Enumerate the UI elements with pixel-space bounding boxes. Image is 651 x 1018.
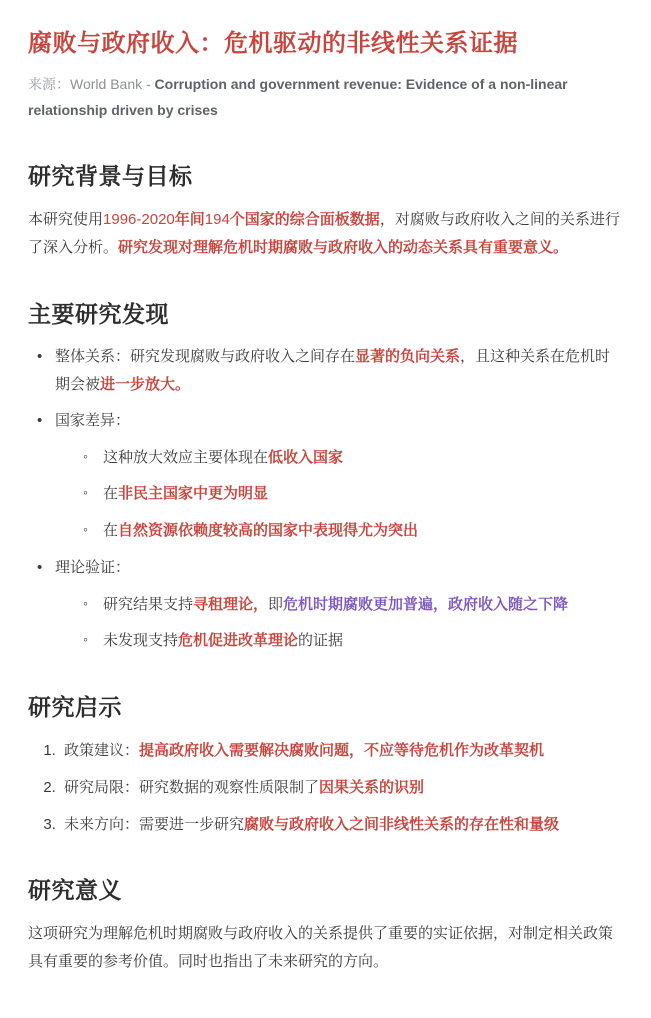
text-segment: 整体关系：研究发现腐败与政府收入之间存在 <box>55 348 356 366</box>
emphasis-red-bold: 显著的负向关系 <box>355 348 461 366</box>
emphasis-red-bold: 提高政府收入需要解决腐败问题，不应等待危机作为改革契机 <box>139 742 545 760</box>
text-segment: 即 <box>268 595 284 613</box>
background-paragraph <box>28 206 623 262</box>
emphasis-red-bold: 研究发现对理解危机时期腐败与政府收入的动态关系具有重要意义。 <box>118 238 569 256</box>
text-segment: 政策建议： <box>64 742 140 760</box>
country-sublist <box>55 444 623 545</box>
text-segment: 研究局限：研究数据的观察性质限制了 <box>64 778 320 796</box>
text-segment: 国家差异： <box>55 411 131 429</box>
list-item-overall <box>28 343 623 399</box>
text-segment: 理论验证： <box>55 558 131 576</box>
text-segment: 未发现支持 <box>103 632 179 650</box>
emphasis-red: 1996-2020 <box>103 211 175 229</box>
significance-paragraph: 这项研究为理解危机时期腐败与政府收入的关系提供了重要的实证依据，对制定相关政策具有重要的参考价值。同时也指出了未来研究的方向。 <box>28 925 614 970</box>
theory-sublist <box>55 591 623 656</box>
emphasis-red-bold: 腐败与政府收入之间非线性关系的存在性和量级 <box>244 815 560 833</box>
list-item-country <box>28 407 623 545</box>
emphasis-red-bold: 非民主国家中更为明显 <box>118 485 269 503</box>
text-segment: 的证据 <box>298 632 344 650</box>
list-item <box>55 480 623 508</box>
text-segment: 研究结果支持 <box>103 595 194 613</box>
list-item <box>60 774 623 802</box>
source-publisher: World Bank - <box>70 76 155 93</box>
emphasis-red-bold: 个国家的综合面板数据 <box>229 211 380 229</box>
emphasis-red-bold: 因果关系的识别 <box>319 778 425 796</box>
text-segment: 未来方向：需要进一步研究 <box>64 815 245 833</box>
list-item <box>55 517 623 545</box>
emphasis-red-bold: 进一步放大。 <box>100 376 191 394</box>
source-line <box>28 72 623 124</box>
text-segment: 在 <box>103 485 119 503</box>
emphasis-red-bold: 低收入国家 <box>268 448 344 466</box>
text-segment: ，对腐败与政府收入之间的关系进行了深入分析。 <box>28 211 620 256</box>
list-item-theory <box>28 554 623 655</box>
text-segment: ，且这种关系在危机时期会被 <box>55 348 611 394</box>
list-item <box>60 737 623 765</box>
list-item <box>55 444 623 472</box>
text-segment: 在 <box>103 522 119 540</box>
findings-list <box>28 343 623 655</box>
source-article-title: Corruption and government revenue: Evidence of a non-linear relationship driven by crises <box>28 76 568 119</box>
text-segment: 本研究使用 <box>28 211 104 229</box>
list-item <box>55 591 623 619</box>
emphasis-red-bold: 寻租理论， <box>193 595 269 613</box>
emphasis-purple-bold: 危机时期腐败更加普遍，政府收入随之下降 <box>283 595 569 613</box>
emphasis-red-bold: 自然资源依赖度较高的国家中表现得尤为突出 <box>118 522 419 540</box>
emphasis-red-bold: 危机促进改革理论 <box>178 632 299 650</box>
list-item <box>55 627 623 655</box>
section-heading-background: 研究背景与目标 <box>28 163 193 190</box>
section-heading-implications: 研究启示 <box>28 694 122 721</box>
section-heading-findings: 主要研究发现 <box>28 300 169 327</box>
emphasis-red: 194 <box>204 211 230 229</box>
text-segment: 这种放大效应主要体现在 <box>103 448 269 466</box>
page-title: 腐败与政府收入：危机驱动的非线性关系证据 <box>28 30 518 57</box>
emphasis-red-bold: 年间 <box>174 211 205 229</box>
section-heading-significance: 研究意义 <box>28 877 122 904</box>
list-item <box>60 811 623 839</box>
implications-list <box>28 737 623 838</box>
source-label: 来源： <box>28 76 70 93</box>
